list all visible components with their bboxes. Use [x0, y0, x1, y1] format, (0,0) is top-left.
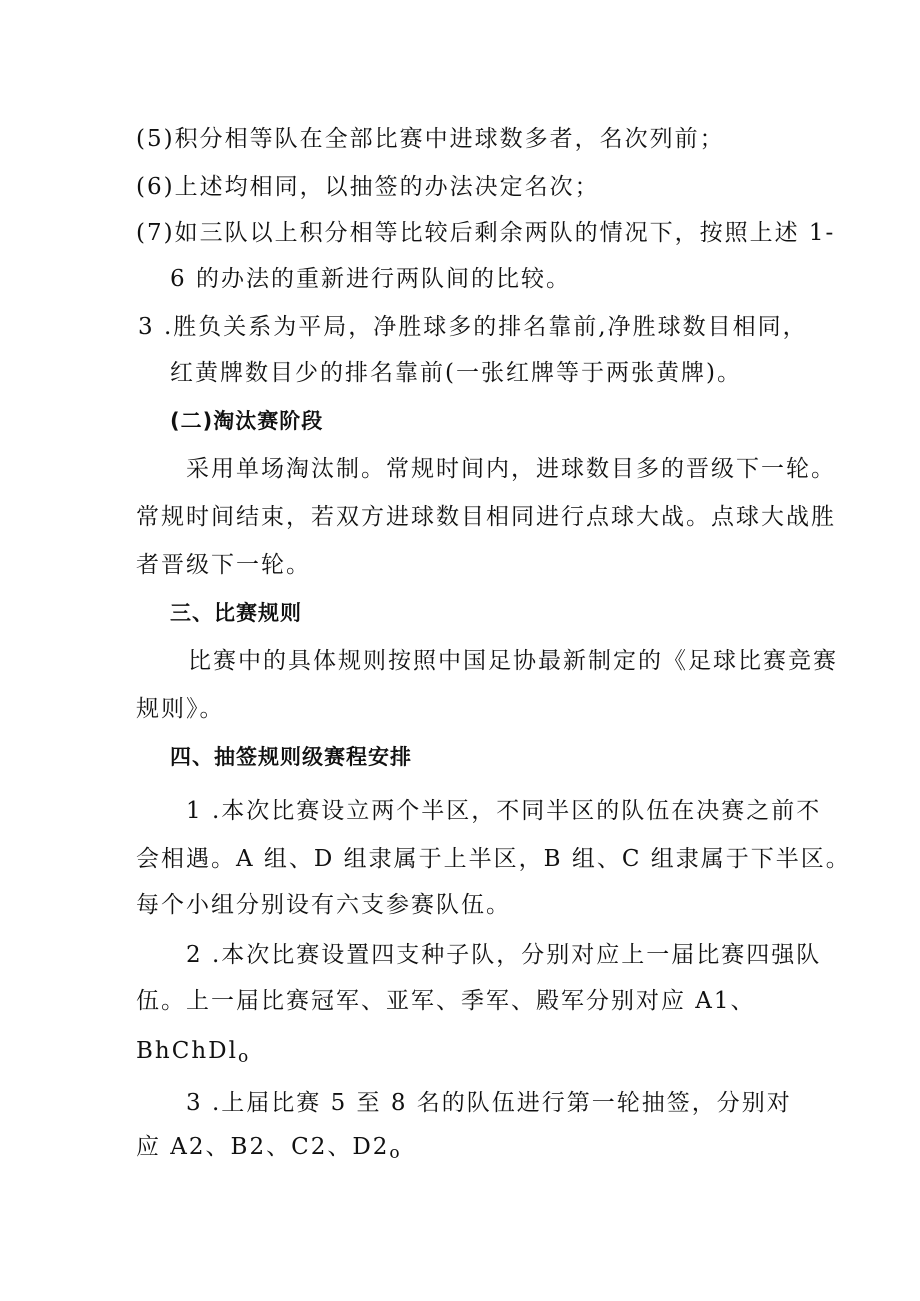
section-heading-knockout: (二)淘汰赛阶段	[170, 409, 324, 433]
text-line-22-main: 应 A2、B2、C2、D2	[136, 1134, 390, 1160]
text-line-15: 1 .本次比赛设立两个半区，不同半区的队伍在决赛之前不	[186, 798, 822, 824]
text-line-4: 6 的办法的重新进行两队间的比较。	[170, 266, 571, 292]
text-line-3: (7)如三队以上积分相等比较后剩余两队的情况下，按照上述 1-	[136, 220, 836, 246]
text-line-10: 者晋级下一轮。	[136, 552, 311, 578]
section-heading-rules: 三、比赛规则	[170, 601, 302, 625]
text-line-13: 规则》。	[136, 696, 225, 722]
text-line-22	[136, 1132, 400, 1168]
text-line-2: (6)上述均相同，以抽签的办法决定名次；	[136, 174, 600, 200]
text-line-1: (5)积分相等队在全部比赛中进球数多者，名次列前；	[136, 126, 725, 152]
text-line-16: 会相遇。A 组、D 组隶属于上半区，B 组、C 组隶属于下半区。	[136, 846, 851, 872]
text-line-5: 3 .胜负关系为平局，净胜球多的排名靠前,净胜球数目相同，	[138, 314, 808, 340]
text-line-21: 3 .上届比赛 5 至 8 名的队伍进行第一轮抽签，分别对	[186, 1090, 792, 1116]
section-heading-draw: 四、抽签规则级赛程安排	[170, 745, 412, 769]
text-line-6: 红黄牌数目少的排名靠前(一张红牌等于两张黄牌)。	[170, 360, 742, 386]
text-line-20-main: BhChDl	[136, 1038, 238, 1064]
text-line-20	[136, 1036, 248, 1072]
text-line-22-subscript: o	[389, 1143, 400, 1163]
text-line-9: 常规时间结束，若双方进球数目相同进行点球大战。点球大战胜	[136, 504, 836, 530]
text-line-8: 采用单场淘汰制。常规时间内，进球数目多的晋级下一轮。	[186, 456, 836, 482]
text-line-18: 2 .本次比赛设置四支种子队，分别对应上一届比赛四强队	[186, 942, 822, 968]
text-line-17: 每个小组分别设有六支参赛队伍。	[136, 892, 511, 918]
text-line-19: 伍。上一届比赛冠军、亚军、季军、殿军分别对应 A1、	[136, 988, 756, 1014]
text-line-20-subscript: o	[237, 1047, 249, 1067]
text-line-12: 比赛中的具体规则按照中国足协最新制定的《足球比赛竞赛	[188, 648, 838, 674]
